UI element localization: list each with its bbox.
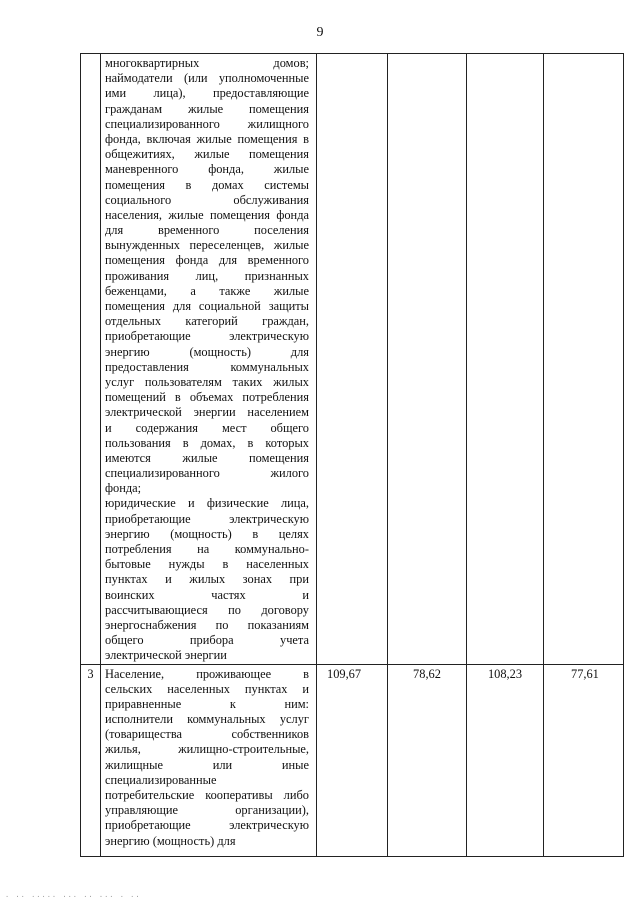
description-line: бытовые нужды в населенных [105,557,309,572]
description-line: специализированного жилого [105,466,309,481]
description-line: социального обслуживания [105,192,309,207]
description-line: юридические и физические лица, [105,496,309,511]
description-line: фонда; [105,481,142,496]
value-cell-3 [467,54,544,665]
description-line: электрической энергии [105,648,227,663]
description-line: фонда, включая жилые помещения в [105,131,309,146]
description-line: (товарищества собственников [105,727,309,742]
description-line: помещения для социальной защиты [105,299,309,313]
description-lines [105,56,309,664]
description-line: приобретающие электрическую [105,329,309,344]
description-line: энергию (мощность) в целях [105,526,309,541]
description-line: гражданам жилые помещения [105,101,309,116]
description-line: пользования в домах, в которых [105,435,309,450]
description-line: энергию (мощность) для [105,833,236,848]
description-line: Население, проживающее в [105,666,309,681]
description-line: помещений в объемах потребления [105,390,309,405]
description-line: для временного поселения [105,223,309,238]
value-cell-2: 78,62 [388,664,467,856]
description-line: приобретающие электрическую [105,818,309,833]
description-line: имеются жилые помещения [105,450,309,465]
description-line: вынужденных переселенцев, жилые [105,238,309,253]
value-cell-4 [544,54,624,665]
description-line: предоставления коммунальных [105,359,309,374]
description-line: маневренного фонда, жилые [105,162,309,177]
description-line: сельских населенных пунктах и [105,681,309,696]
value-cell-1 [317,54,388,665]
description-line: наймодатели (или уполномоченные [105,71,309,86]
description-line: приобретающие электрическую [105,511,309,526]
row-description [101,664,317,856]
description-line: общежитиях, жилые помещения [105,147,309,162]
description-line: потребительские кооперативы либо [105,788,309,802]
description-line: управляющие организации), [105,803,309,818]
description-line: населения, жилые помещения фонда [105,207,309,222]
description-line: пунктах и жилых зонах при [105,572,309,587]
description-lines [105,667,309,849]
description-line: многоквартирных домов; [105,56,309,70]
description-line: специализированного жилищного [105,116,309,131]
value-cell-4: 77,61 [544,664,624,856]
description-line: исполнители коммунальных услуг [105,712,309,727]
description-line: специализированные [105,772,217,787]
description-line: проживания лиц, признанных [105,268,309,283]
value-cell-3: 108,23 [467,664,544,856]
tariff-table [80,53,624,857]
description-line: ими лица), предоставляющие [105,86,309,101]
description-line: беженцами, а также жилые [105,283,309,298]
description-line: и содержания мест общего [105,420,309,435]
description-line: услуг пользователям таких жилых [105,374,309,389]
scan-footer-mark: · ·· ····· ··· ·· ··· · ·· [5,893,141,901]
row-number [81,54,101,665]
description-line: помещения в домах системы [105,177,309,192]
row-number: 3 [81,664,101,856]
row-description [101,54,317,665]
description-line: жилья, жилищно-строительные, [105,742,309,757]
description-line: энергию (мощность) для [105,344,309,359]
value-cell-2 [388,54,467,665]
description-line: рассчитывающиеся по договору [105,602,309,617]
page-number: 9 [316,25,324,40]
description-line: отдельных категорий граждан, [105,314,309,329]
table-row [81,54,624,665]
description-line: энергоснабжения по показаниям [105,617,309,632]
description-line: помещения фонда для временного [105,253,309,268]
value-cell-1: 109,67 [317,664,388,856]
description-line: жилищные или иные [105,757,309,772]
description-line: воинских частях и [105,587,309,602]
table-row [81,664,624,856]
description-line: электрической энергии населением [105,405,309,420]
description-line: приравненные к ним: [105,696,309,711]
description-line: потребления на коммунально- [105,542,309,556]
description-line: общего прибора учета [105,633,309,648]
